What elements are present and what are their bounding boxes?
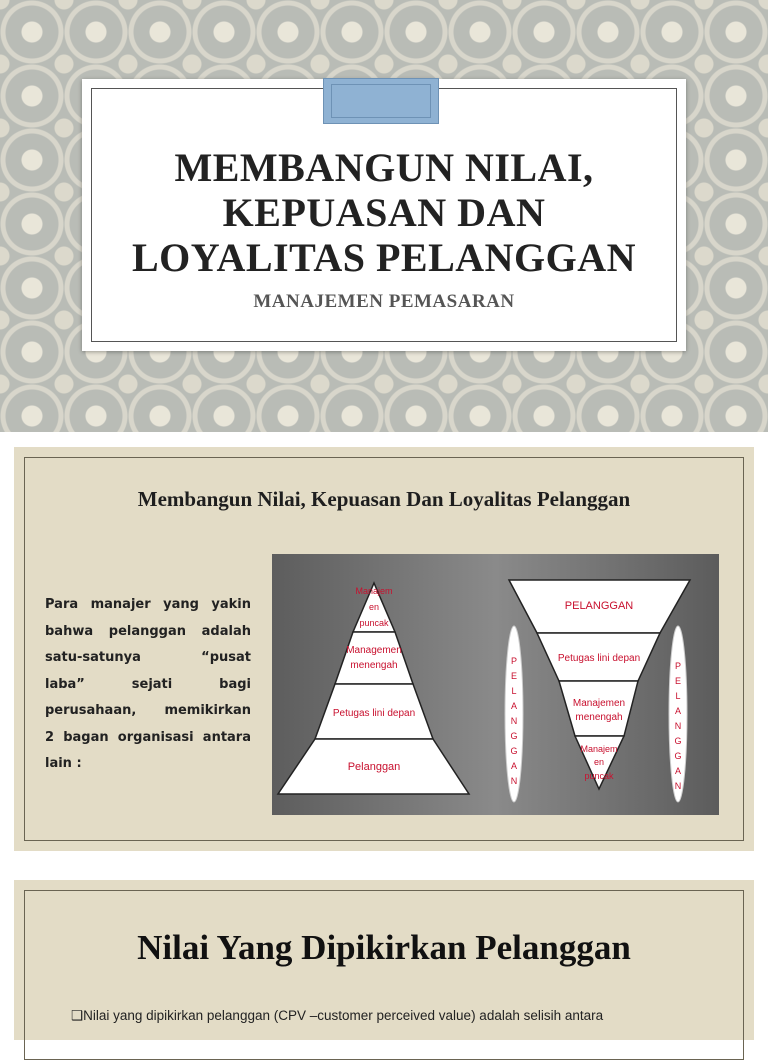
org-chart-svg — [272, 554, 719, 815]
slide-heading: Membangun Nilai, Kepuasan Dan Loyalitas Pelanggan — [137, 487, 631, 511]
inverted-label-top: Manajem — [580, 744, 618, 754]
slide-heading: Nilai Yang Dipikirkan Pelanggan — [137, 928, 631, 967]
svg-text:P: P — [510, 656, 518, 666]
svg-text:menengah: menengah — [575, 712, 623, 723]
inverted-label-front: Petugas lini depan — [557, 653, 641, 664]
inverted-label-customer: PELANGGAN — [564, 600, 634, 612]
pyramid-label-top: Manajem — [355, 586, 393, 596]
customer-side-right — [669, 626, 687, 802]
svg-text:menengah: menengah — [350, 660, 398, 671]
paragraph-line: Para manajer yang yakin — [45, 597, 251, 612]
svg-text:N: N — [510, 716, 518, 726]
slide-title — [82, 145, 686, 280]
svg-text:A: A — [674, 706, 682, 716]
pyramid-label-middle: Managemen — [346, 645, 402, 656]
modern-inverted-pyramid — [509, 580, 690, 789]
svg-text:puncak: puncak — [359, 618, 389, 628]
svg-text:G: G — [510, 746, 518, 756]
title-line: LOYALITAS PELANGGAN — [131, 235, 637, 280]
inverted-label-middle: Manajemen — [572, 698, 626, 709]
bullet-text: ❑Nilai yang dipikirkan pelanggan (CPV –customer perceived value) adalah selisih antara — [71, 1008, 604, 1023]
svg-text:N: N — [510, 776, 518, 786]
svg-text:N: N — [674, 721, 682, 731]
svg-text:L: L — [675, 691, 681, 701]
svg-text:E: E — [674, 676, 682, 686]
svg-text:A: A — [510, 761, 518, 771]
svg-text:G: G — [674, 751, 682, 761]
svg-text:en: en — [368, 602, 380, 612]
svg-text:puncak: puncak — [584, 771, 614, 781]
title-line: KEPUASAN DAN — [222, 190, 546, 235]
title-line: MEMBANGUN NILAI, — [174, 145, 594, 190]
content-slide-2 — [14, 447, 754, 851]
svg-text:L: L — [511, 686, 517, 696]
content-slide-3 — [14, 880, 754, 1040]
org-chart-diagram — [272, 554, 719, 815]
decorative-tab — [323, 78, 439, 124]
paragraph-line: lain : — [45, 756, 82, 771]
svg-text:E: E — [510, 671, 518, 681]
svg-text:N: N — [674, 781, 682, 791]
svg-text:en: en — [593, 757, 605, 767]
paragraph-line: satu-satunya “pusat — [45, 650, 251, 665]
svg-text:A: A — [674, 766, 682, 776]
paragraph-line: bahwa pelanggan adalah — [45, 623, 251, 639]
svg-text:G: G — [510, 731, 518, 741]
traditional-pyramid — [278, 583, 469, 794]
pyramid-label-front: Petugas lini depan — [332, 708, 416, 719]
svg-text:G: G — [674, 736, 682, 746]
paragraph-line: laba” sejati bagi — [45, 676, 251, 692]
customer-side-left — [505, 626, 523, 802]
title-slide — [0, 0, 768, 432]
svg-text:P: P — [674, 661, 682, 671]
slide-subtitle: MANAJEMEN PEMASARAN — [253, 291, 515, 312]
svg-text:A: A — [510, 701, 518, 711]
pyramid-label-customer: Pelanggan — [347, 761, 401, 773]
slide-frame — [24, 890, 744, 1060]
paragraph-line: 2 bagan organisasi antara — [45, 729, 251, 745]
slide-paragraph — [45, 592, 251, 778]
title-card — [82, 79, 686, 351]
paragraph-line: perusahaan, memikirkan — [45, 703, 251, 718]
